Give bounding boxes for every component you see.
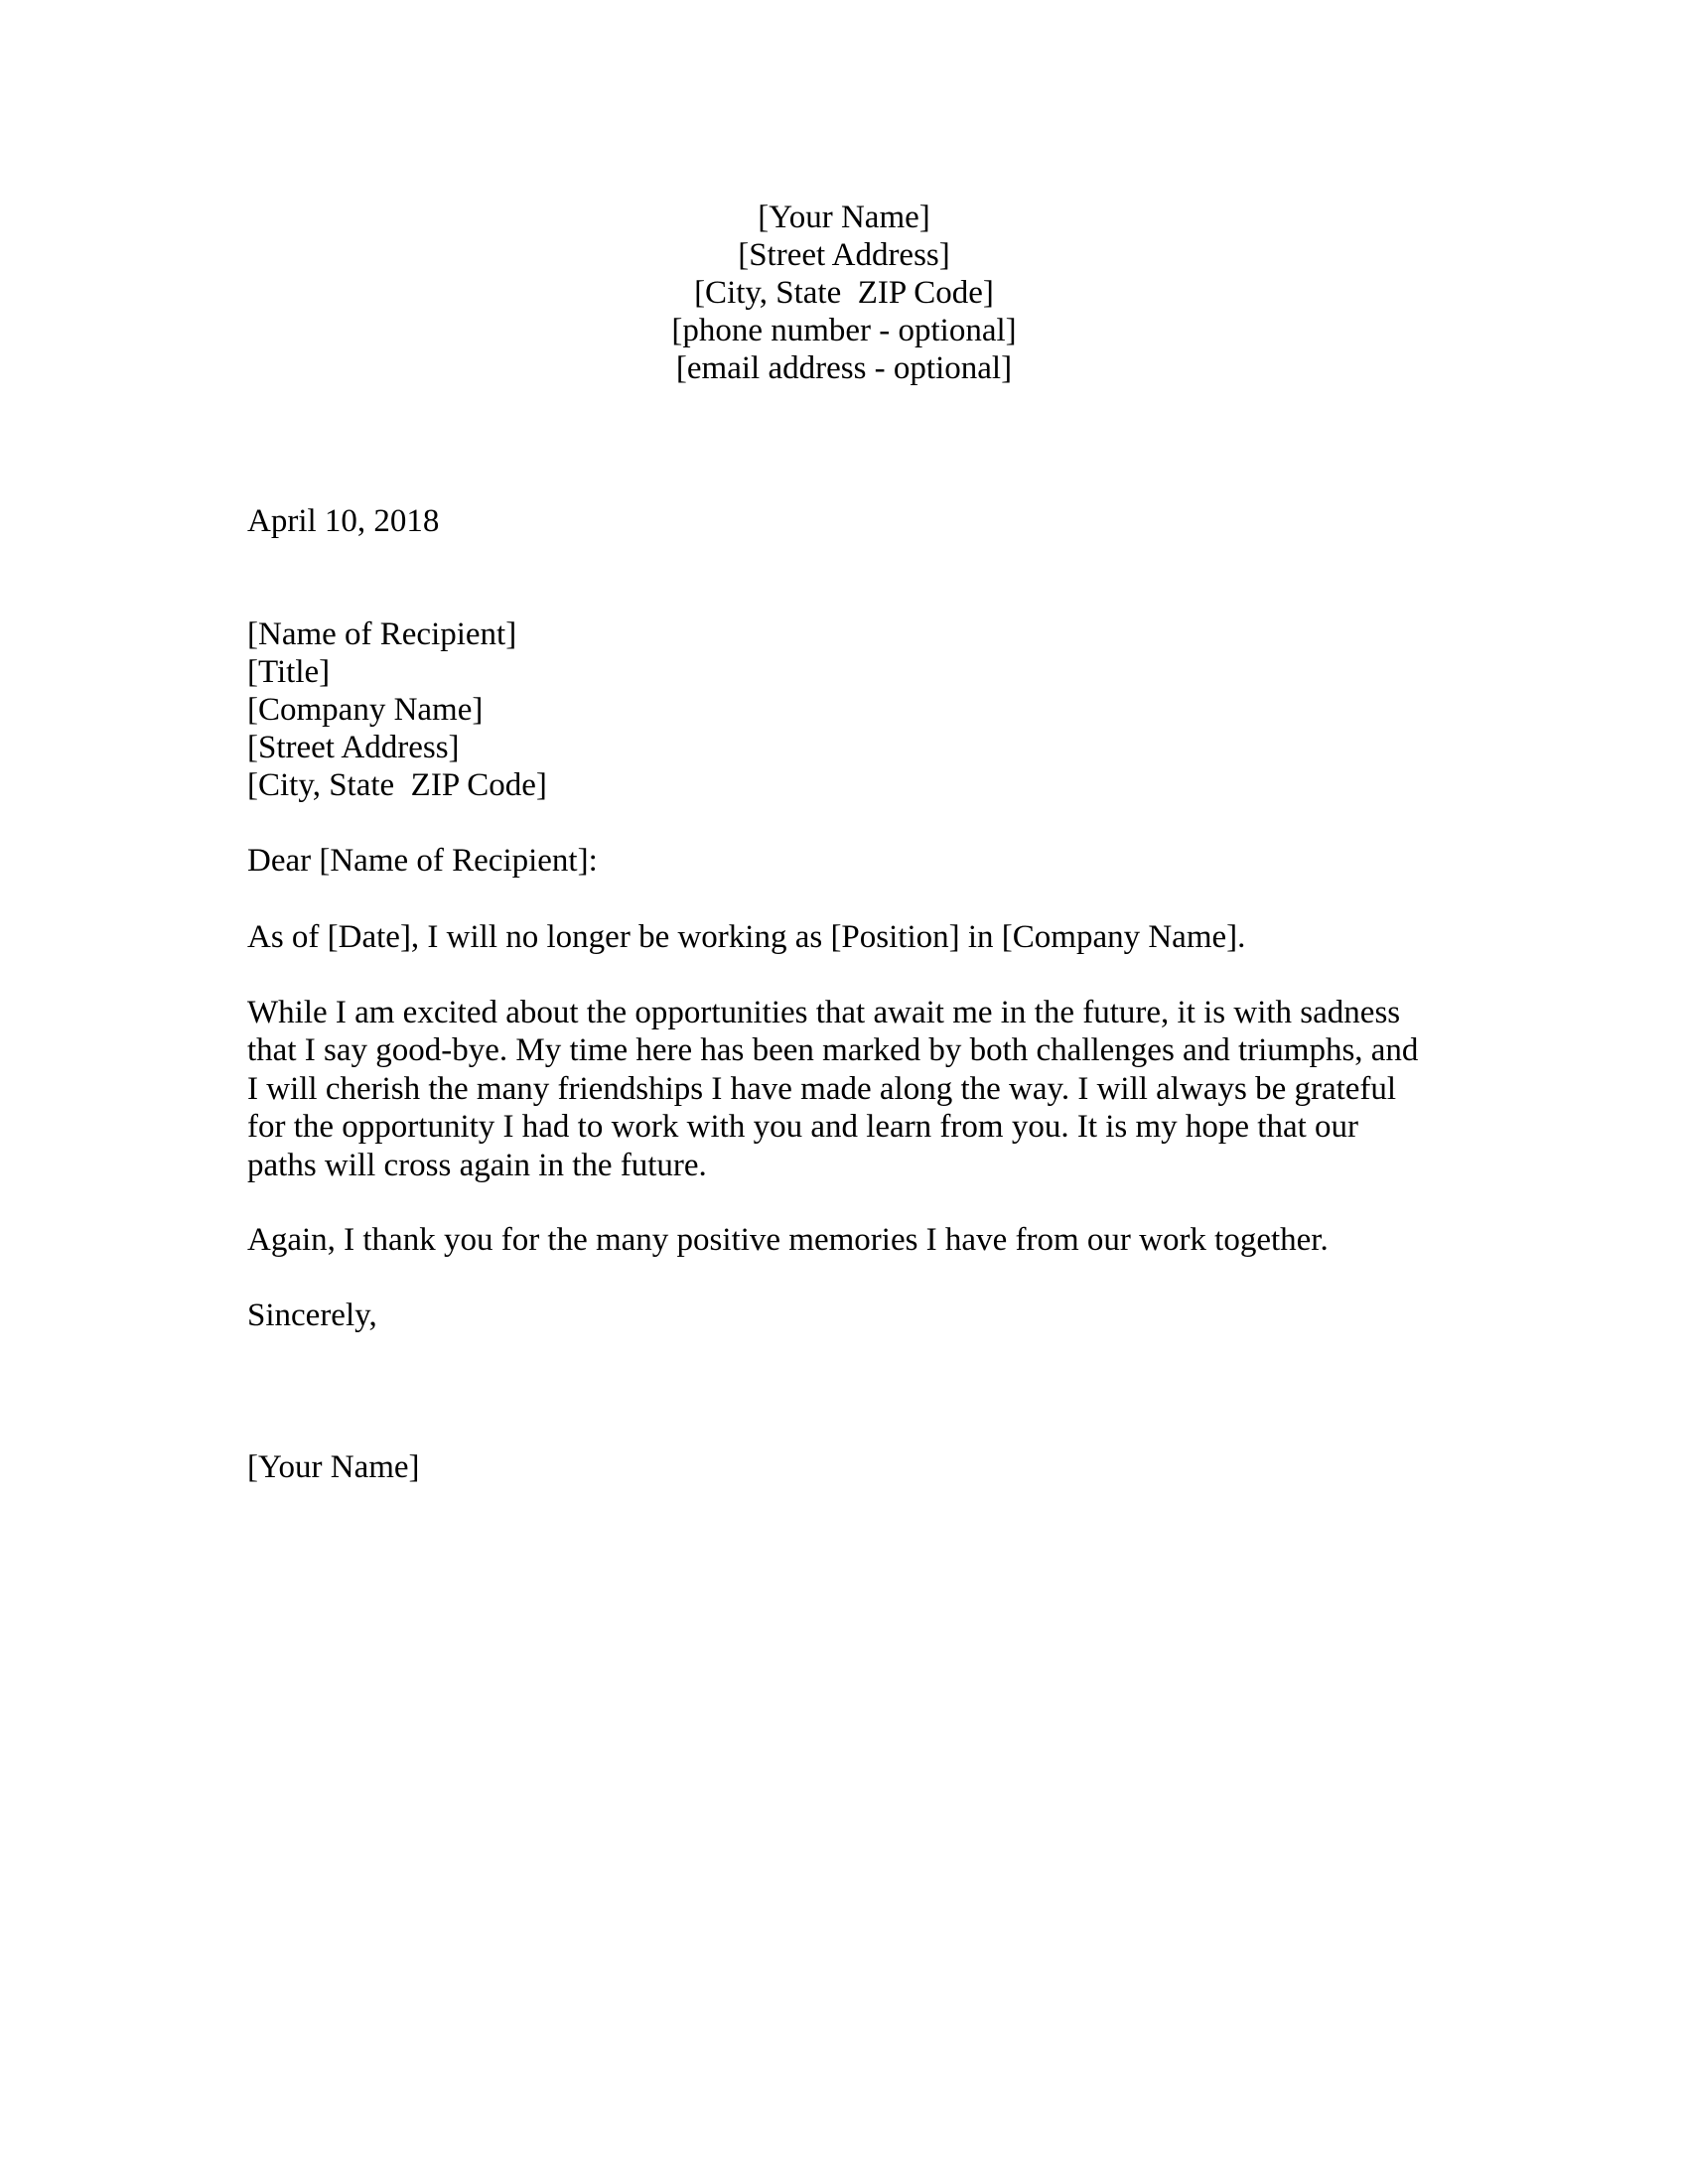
paragraph-2-line: I will cherish the many friendships I have made along the way. I will always be grateful xyxy=(247,1070,1397,1107)
recipient-name: [Name of Recipient] xyxy=(247,616,517,652)
recipient-title: [Title] xyxy=(247,654,331,690)
sender-name: [Your Name] xyxy=(758,200,930,235)
paragraph-2-line: for the opportunity I had to work with you and learn from you. It is my hope that our xyxy=(247,1109,1359,1146)
paragraph-2-line: paths will cross again in the future. xyxy=(247,1147,707,1183)
recipient-street-address: [Street Address] xyxy=(247,730,460,765)
sender-phone: [phone number - optional] xyxy=(671,313,1017,348)
body-paragraph-1: As of [Date], I will no longer be working as [Position] in [Company Name]. xyxy=(247,919,1246,955)
body-paragraph-2 xyxy=(247,994,1498,1184)
body-paragraph-3: Again, I thank you for the many positive memories I have from our work together. xyxy=(247,1222,1329,1258)
sender-email: [email address - optional] xyxy=(675,350,1013,386)
letter-date: April 10, 2018 xyxy=(247,503,440,539)
sender-street-address: [Street Address] xyxy=(738,237,950,273)
recipient-city-state-zip: [City, State ZIP Code] xyxy=(247,767,547,803)
signature-name: [Your Name] xyxy=(247,1449,420,1485)
closing: Sincerely, xyxy=(247,1297,377,1333)
recipient-company: [Company Name] xyxy=(247,692,484,728)
paragraph-2-line: While I am excited about the opportunities that await me in the future, it is with sadness xyxy=(247,995,1401,1030)
paragraph-2-line: that I say good-bye. My time here has been marked by both challenges and triumphs, and xyxy=(247,1032,1419,1069)
salutation: Dear [Name of Recipient]: xyxy=(247,843,598,879)
sender-city-state-zip: [City, State ZIP Code] xyxy=(694,275,994,311)
